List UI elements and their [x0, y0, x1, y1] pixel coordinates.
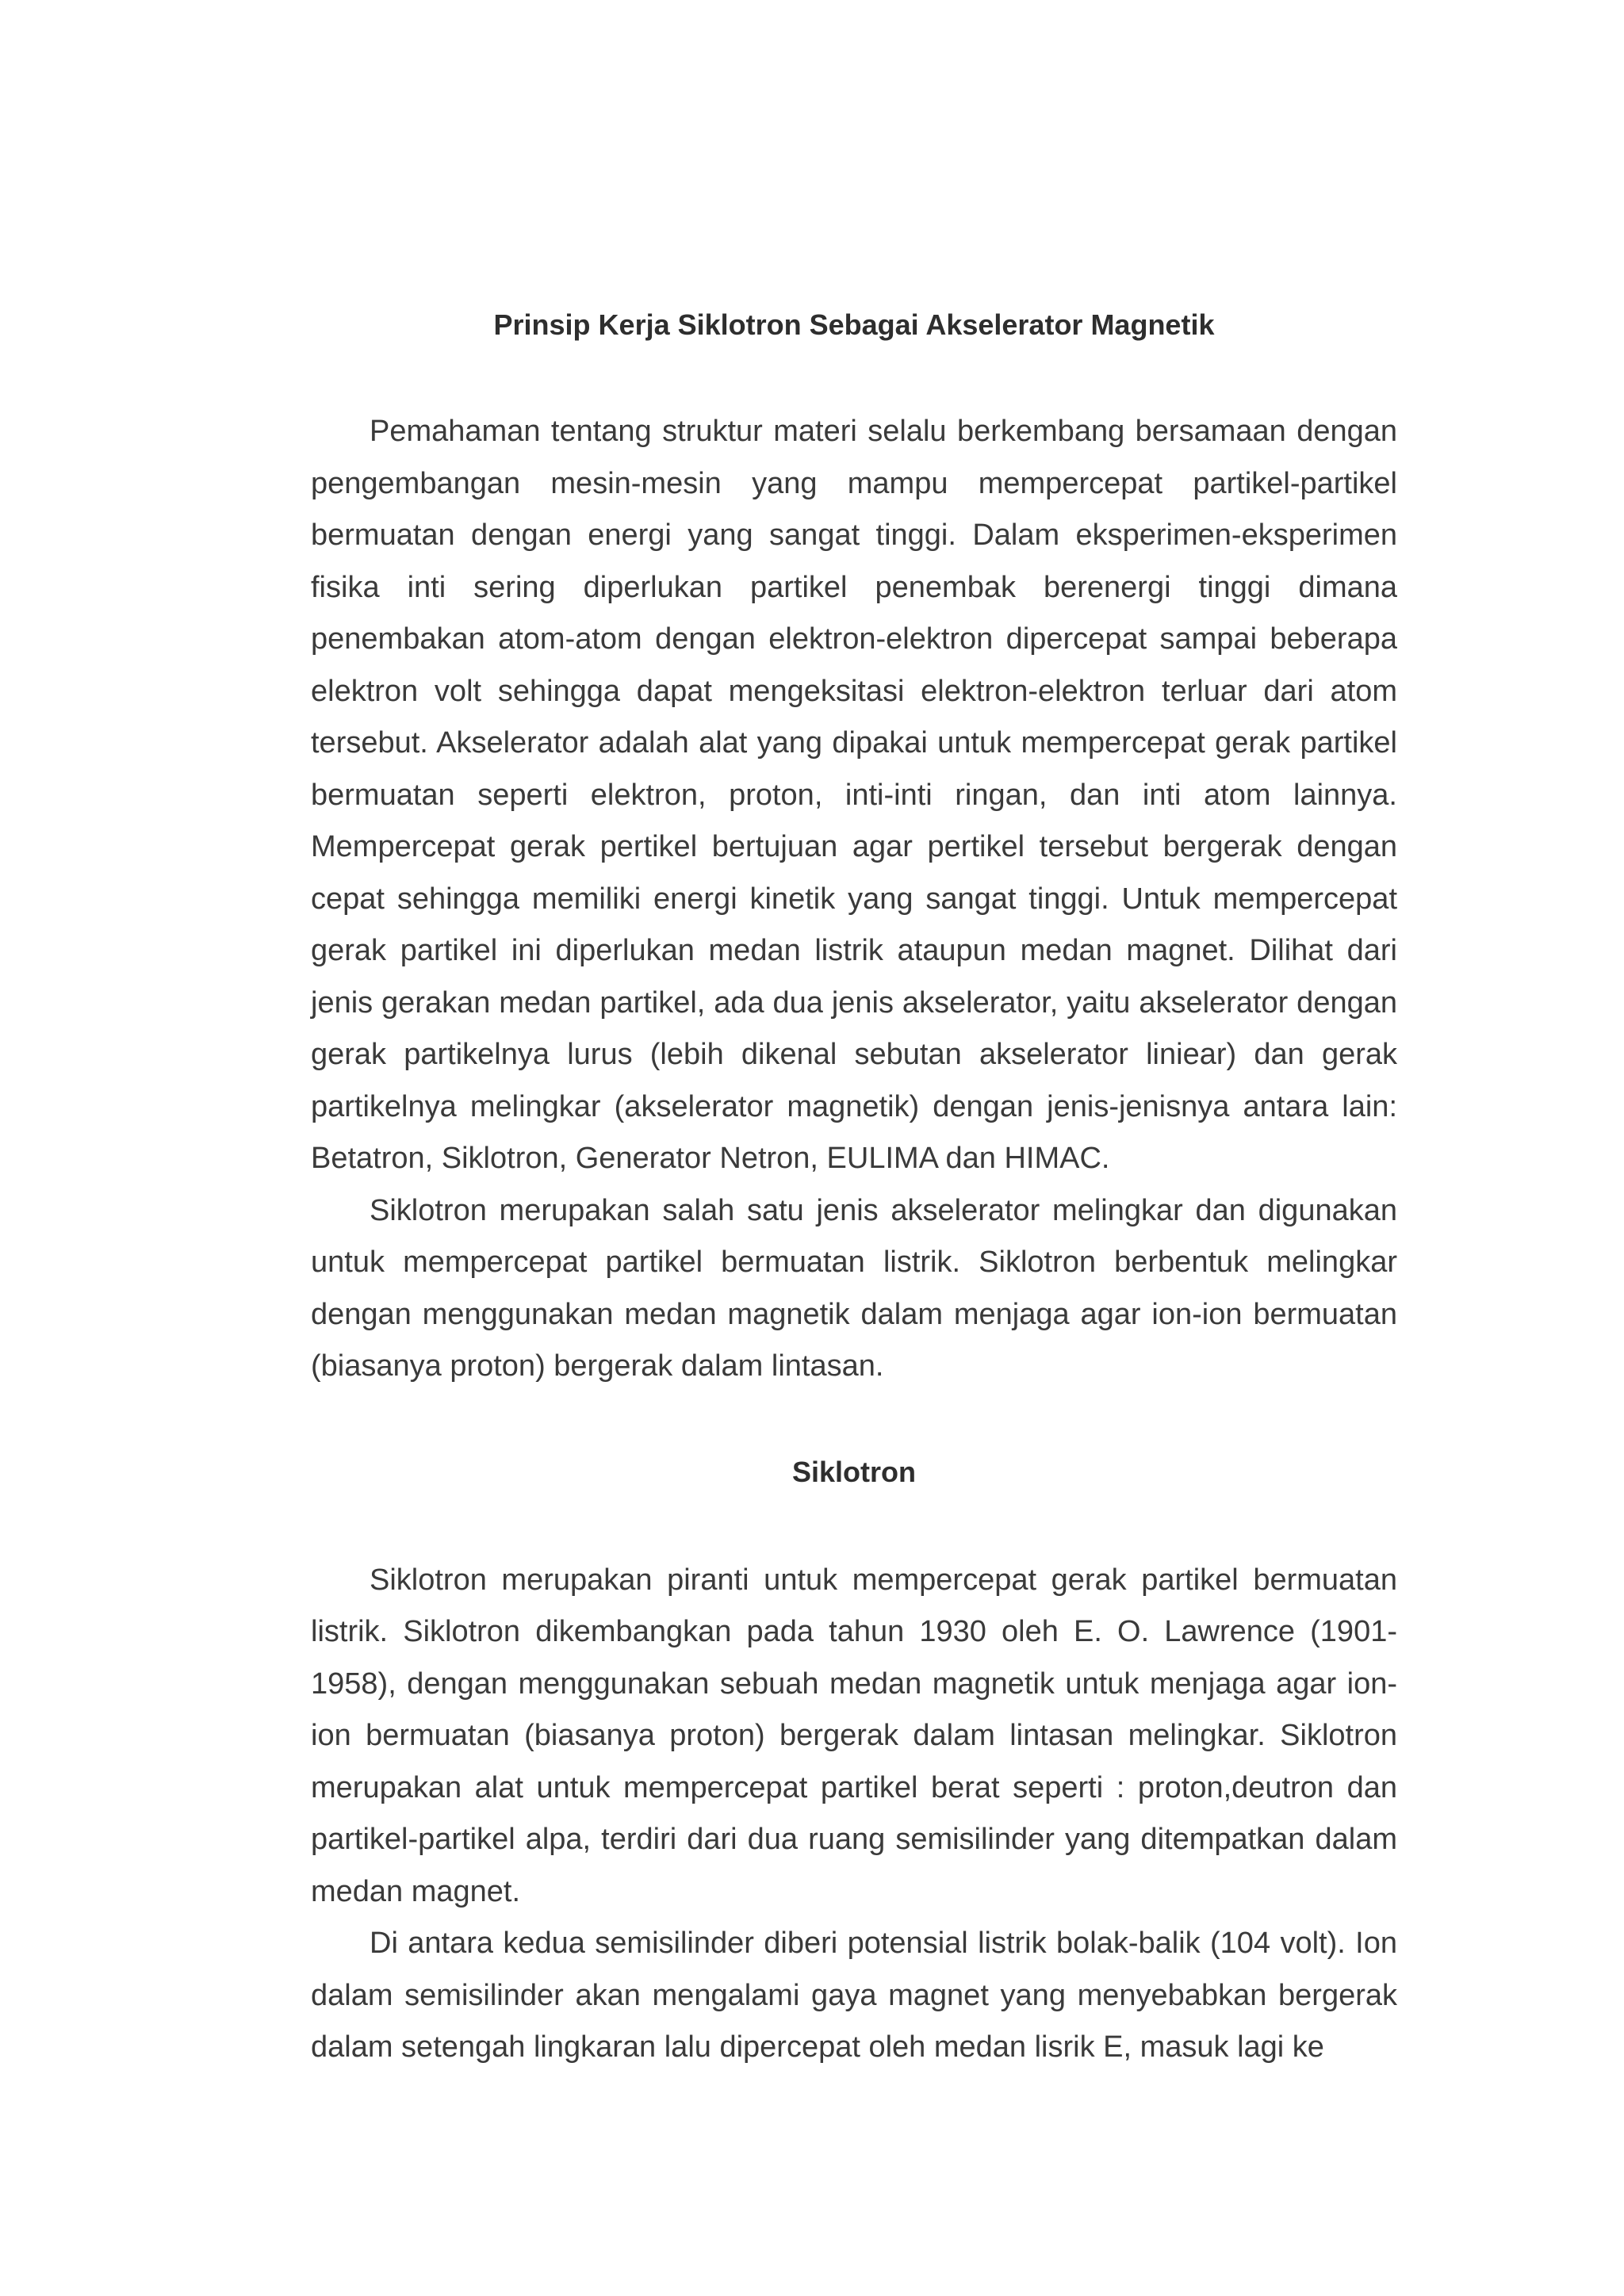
intro-paragraph-1: Pemahaman tentang struktur materi selalu berkembang bersamaan dengan pengembangan mesin-mesin yang mampu mempercepat partikel-partikel bermuatan dengan energi yang sangat tinggi. Dalam eksperimen-eksperimen fisika inti sering diperlukan partikel penembak berenergi tinggi dimana penembakan atom-atom dengan elektron-elektron dipercepat sampai beberapa elektron volt sehingga dapat mengeksitasi elektron-elektron terluar dari atom tersebut. Akselerator adalah alat yang dipakai untuk mempercepat gerak partikel bermuatan seperti elektron, proton, inti-inti ringan, dan inti atom lainnya. Mempercepat gerak pertikel bertujuan agar pertikel tersebut bergerak dengan cepat sehingga memiliki energi kinetik yang sangat tinggi. Untuk mempercepat gerak partikel ini diperlukan medan listrik ataupun medan magnet. Dilihat dari jenis gerakan medan partikel, ada dua jenis akselerator, yaitu akselerator dengan gerak partikelnya lurus (lebih dikenal sebutan akselerator liniear) dan gerak partikelnya melingkar (akselerator magnetik) dengan jenis-jenisnya antara lain: Betatron, Siklotron, Generator Netron, EULIMA dan HIMAC.: [311, 415, 1397, 1175]
section-paragraph-1: Siklotron merupakan piranti untuk mempercepat gerak partikel bermuatan listrik. Siklotron dikembangkan pada tahun 1930 oleh E. O. Lawrence (1901-1958), dengan menggunakan sebuah medan magnetik untuk menjaga agar ion-ion bermuatan (biasanya proton) bergerak dalam lintasan melingkar. Siklotron merupakan alat untuk mempercepat partikel berat seperti : proton,deutron dan partikel-partikel alpa, terdiri dari dua ruang semisilinder yang ditempatkan dalam medan magnet.: [311, 1563, 1397, 1908]
document-body: [311, 308, 1397, 2074]
intro-paragraph-2: Siklotron merupakan salah satu jenis akselerator melingkar dan digunakan untuk mempercepat partikel bermuatan listrik. Siklotron berbentuk melingkar dengan menggunakan medan magnetik dalam menjaga agar ion-ion bermuatan (biasanya proton) bergerak dalam lintasan.: [311, 1193, 1397, 1383]
section-heading: Siklotron: [791, 1455, 916, 1488]
section-paragraph-2: Di antara kedua semisilinder diberi potensial listrik bolak-balik (104 volt). Ion dalam semisilinder akan mengalami gaya magnet yang menyebabkan bergerak dalam setengah lingkaran lalu dipercepat oleh medan lisrik E, masuk lagi ke: [311, 1927, 1397, 2064]
document-title: Prinsip Kerja Siklotron Sebagai Akselerator Magnetik: [493, 308, 1215, 341]
